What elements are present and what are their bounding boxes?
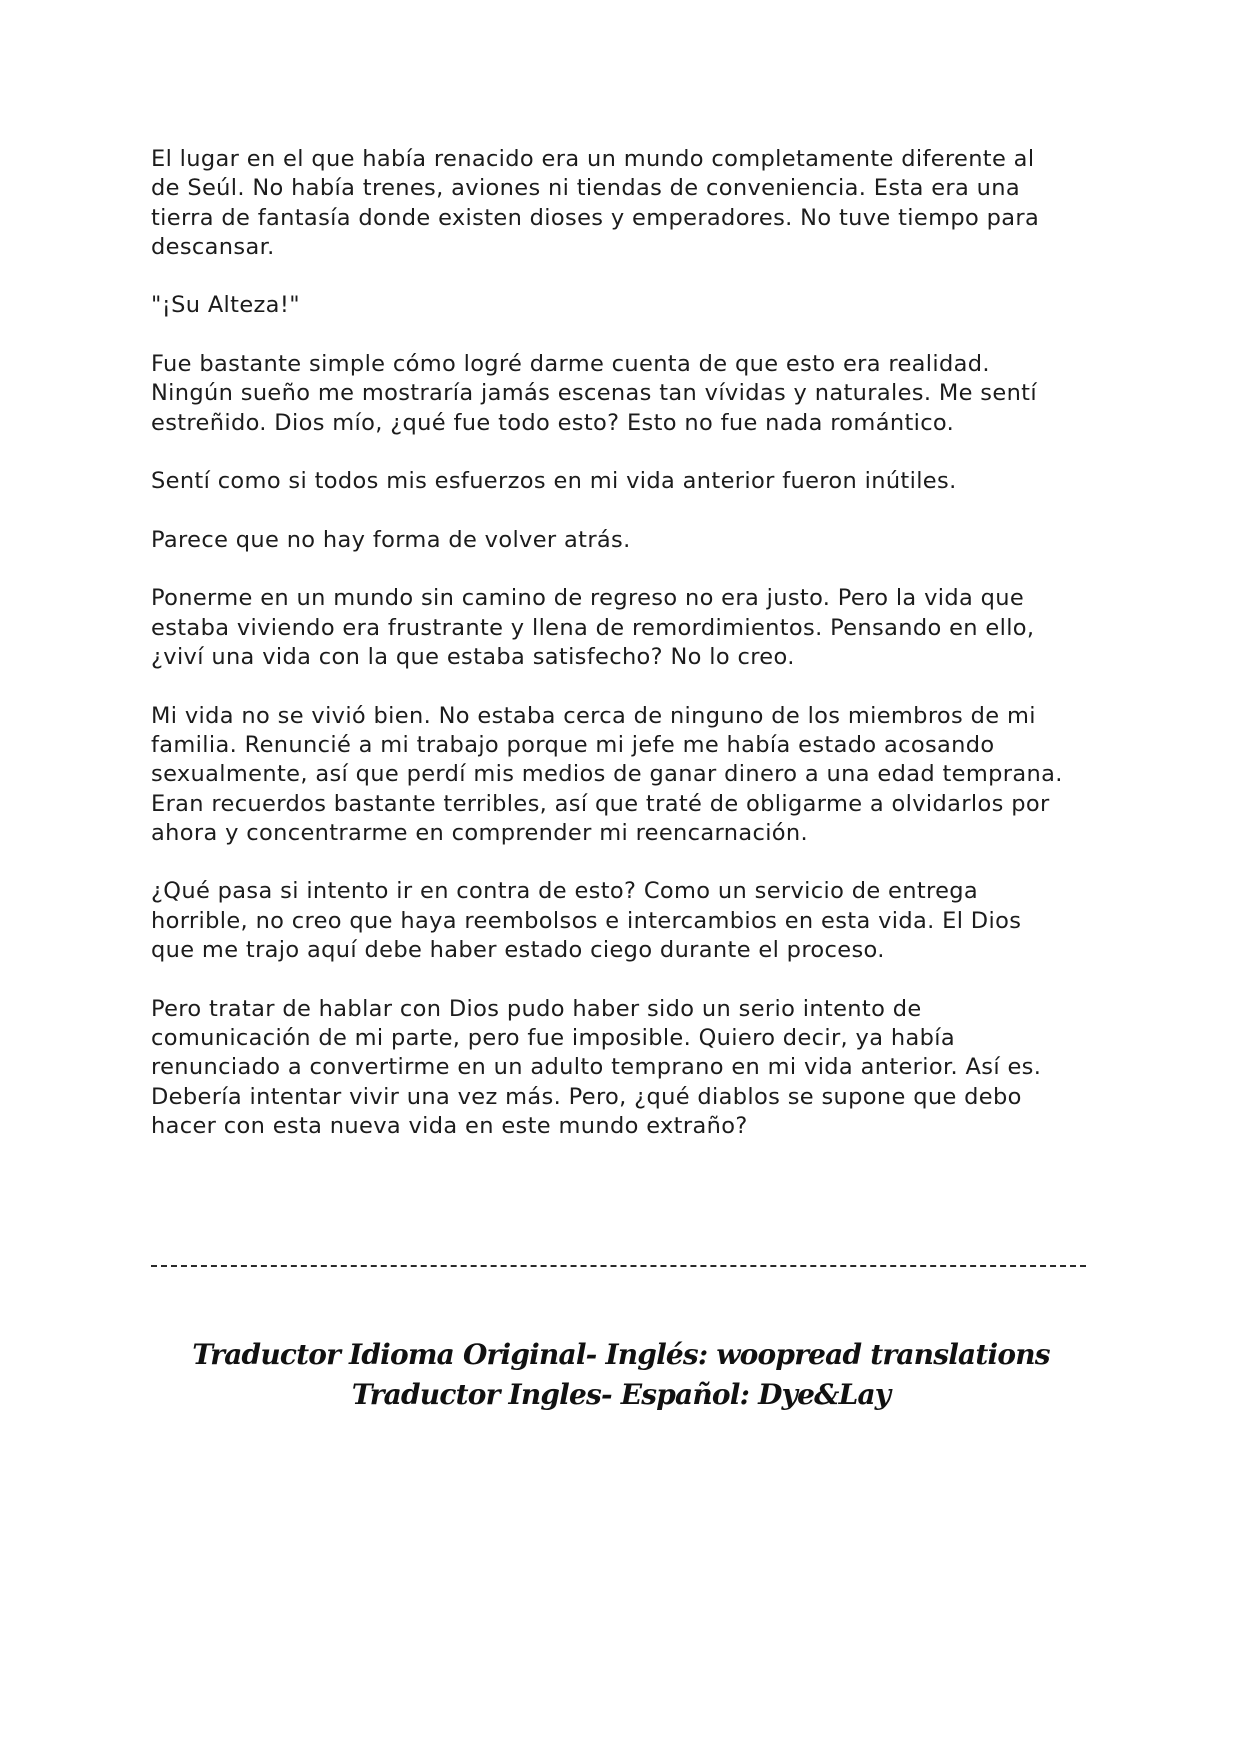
translator-credits bbox=[0, 1335, 1242, 1415]
paragraph-4: Sentí como si todos mis esfuerzos en mi vida anterior fueron inútiles. bbox=[151, 468, 957, 495]
credit-spanish-translator: Traductor Ingles- Español: Dye&Lay bbox=[351, 1378, 891, 1411]
paragraph-7: Mi vida no se vivió bien. No estaba cerca de ninguno de los miembros de mi familia. Renuncié a mi trabajo porque mi jefe me había estado acosando sexualmente, así que perdí mis medios de ganar dinero a una edad temprana. Eran recuerdos bastante terribles, así que traté de obligarme a olvidarlos por ahora y concentrarme en comprender mi reencarnación. bbox=[151, 702, 1063, 846]
paragraph-3: Fue bastante simple cómo logré darme cuenta de que esto era realidad. Ningún sueño me mostraría jamás escenas tan vívidas y naturales. Me sentí estreñido. Dios mío, ¿qué fue todo esto? Esto no fue nada romántico. bbox=[151, 351, 1037, 436]
credit-original-translator: Traductor Idioma Original- Inglés: woopread translations bbox=[192, 1338, 1050, 1371]
paragraph-5: Parece que no hay forma de volver atrás. bbox=[151, 526, 631, 553]
paragraph-6: Ponerme en un mundo sin camino de regreso no era justo. Pero la vida que estaba viviendo era frustrante y llena de remordimientos. Pensando en ello, ¿viví una vida con la que estaba satisfecho? No lo creo. bbox=[151, 585, 1035, 671]
paragraph-2: "¡Su Alteza!" bbox=[151, 292, 300, 319]
paragraph-9: Pero tratar de hablar con Dios pudo haber sido un serio intento de comunicación de mi parte, pero fue imposible. Quiero decir, ya había renunciado a convertirme en un adulto temprano en mi vida anterior. Así es. Debería intentar vivir una vez más. Pero, ¿qué diablos se supone que debo hacer con esta nueva vida en este mundo extraño? bbox=[151, 995, 1042, 1139]
story-text bbox=[151, 145, 1101, 1170]
paragraph-1: El lugar en el que había renacido era un mundo completamente diferente al de Seúl. No había trenes, aviones ni tiendas de conveniencia. Esta era una tierra de fantasía donde existen dioses y emperadores. No tuve tiempo para descansar. bbox=[151, 146, 1040, 260]
paragraph-8: ¿Qué pasa si intento ir en contra de esto? Como un servicio de entrega horrible, no creo que haya reembolsos e intercambios en esta vida. El Dios que me trajo aquí debe haber estado ciego durante el proceso. bbox=[151, 878, 1022, 964]
dashed-divider bbox=[151, 1265, 1086, 1267]
